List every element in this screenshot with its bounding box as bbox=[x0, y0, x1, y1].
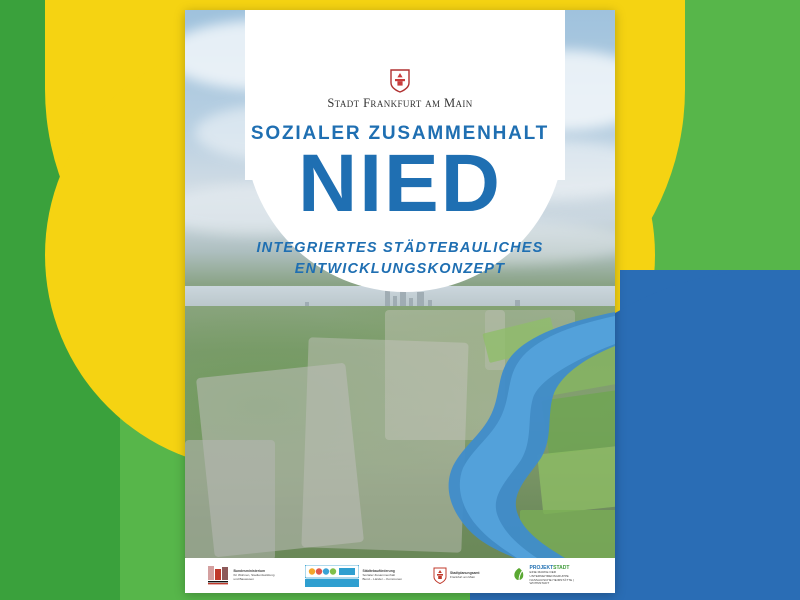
logo-projektstadt-line2: STADT bbox=[553, 564, 570, 571]
publisher-name: Stadt Frankfurt am Main bbox=[327, 96, 473, 110]
logo-staedtebau-line2: Sozialer Zusammenhalt bbox=[362, 573, 395, 578]
cover-subtitle bbox=[185, 238, 615, 280]
logo-projektstadt-text bbox=[530, 565, 592, 587]
urban-development-funding-icon bbox=[305, 565, 359, 587]
logo-staedtebaufoerderung bbox=[305, 565, 402, 587]
logo-bund-line1: Bundesministerium bbox=[233, 569, 266, 574]
logo-stadt-frankfurt bbox=[433, 567, 480, 585]
logo-projektstadt bbox=[511, 565, 592, 587]
cover-subtitle-line1: INTEGRIERTES STÄDTEBAULICHES bbox=[256, 240, 544, 256]
logo-projektstadt-line1: PROJEKT bbox=[529, 564, 554, 571]
federal-ministry-icon bbox=[208, 566, 230, 586]
projektstadt-leaf-icon bbox=[511, 567, 527, 585]
cover-subtitle-line2: ENTWICKLUNGSKONZEPT bbox=[294, 261, 506, 278]
city-crest-icon bbox=[387, 68, 413, 94]
logo-staedtebaufoerderung-text bbox=[362, 569, 402, 582]
logo-staedtebau-line1: Städtebauförderung bbox=[362, 569, 395, 574]
publisher-block bbox=[185, 68, 615, 111]
partner-logo-bar bbox=[185, 558, 615, 593]
logo-bund-line3: und Bauwesen bbox=[233, 576, 254, 581]
logo-projektstadt-line3: EINE MARKE DER UNTERNEHMENSGRUPPE bbox=[529, 569, 569, 578]
document-cover bbox=[185, 10, 615, 593]
cover-title: NIED bbox=[298, 138, 502, 229]
logo-bund-text bbox=[233, 569, 274, 582]
logo-stadt-frankfurt-text bbox=[450, 571, 480, 580]
frankfurt-crest-icon bbox=[433, 567, 447, 585]
logo-staedtebau-line3: Bund – Länder – Kommunen bbox=[362, 576, 403, 581]
logo-frankfurt-line1: Stadtplanungsamt bbox=[449, 571, 480, 576]
logo-bund bbox=[208, 566, 274, 586]
logo-bund-line2: für Wohnen, Stadtentwicklung bbox=[233, 573, 275, 578]
river-main-shape bbox=[185, 306, 615, 558]
logo-frankfurt-line2: Frankfurt am Main bbox=[449, 575, 476, 579]
cover-kicker: SOZIALER ZUSAMMENHALT bbox=[250, 123, 550, 144]
cover-photo bbox=[185, 10, 615, 558]
logo-projektstadt-line4: NASSAUISCHE HEIMSTÄTTE | WOHNSTADT bbox=[529, 577, 574, 586]
